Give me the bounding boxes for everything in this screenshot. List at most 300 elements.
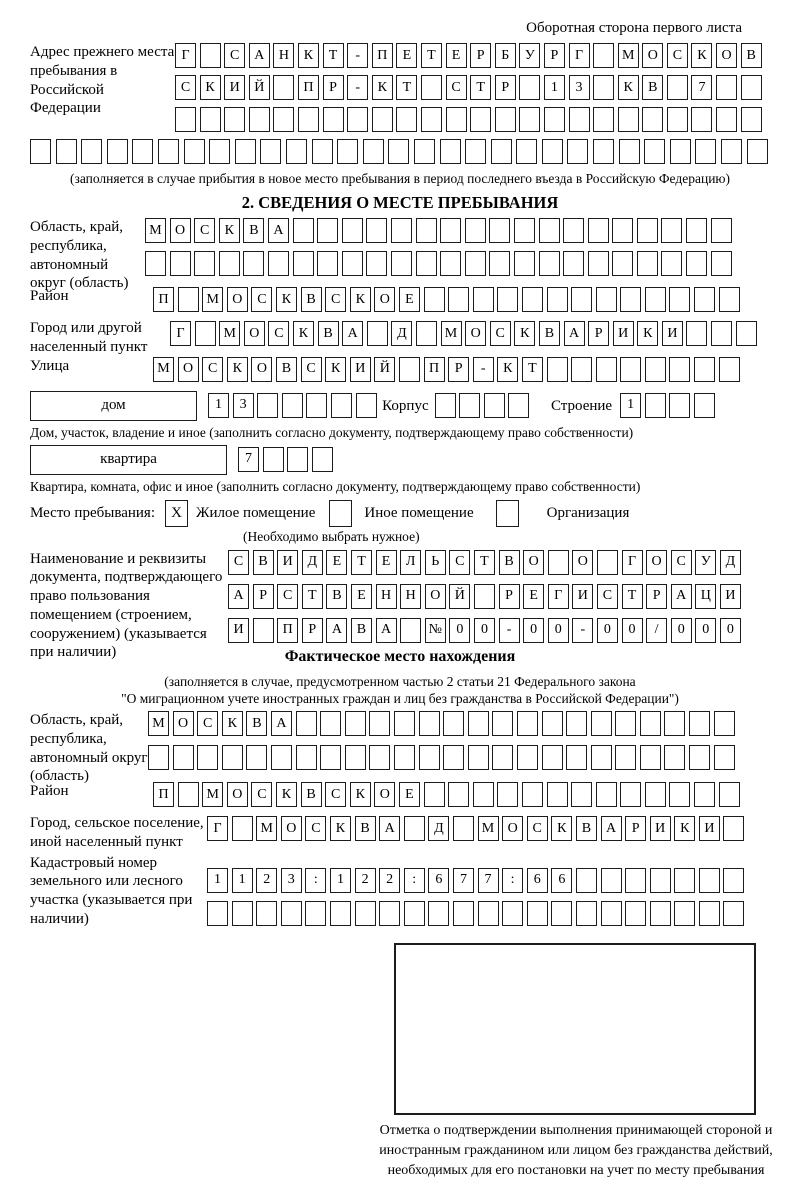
char-cell[interactable] xyxy=(367,321,388,346)
char-cell[interactable] xyxy=(391,251,412,276)
char-cell[interactable] xyxy=(508,393,529,418)
char-cell[interactable] xyxy=(711,218,732,243)
char-cell[interactable] xyxy=(396,107,417,132)
char-cell[interactable] xyxy=(615,745,636,770)
char-cell[interactable]: И xyxy=(224,75,245,100)
char-cell[interactable]: 1 xyxy=(544,75,565,100)
char-cell[interactable] xyxy=(714,745,735,770)
char-cell[interactable]: В xyxy=(243,218,264,243)
char-cell[interactable] xyxy=(669,357,690,382)
char-cell[interactable] xyxy=(132,139,153,164)
char-cell[interactable]: Г xyxy=(569,43,590,68)
char-cell[interactable] xyxy=(391,218,412,243)
char-cell[interactable] xyxy=(158,139,179,164)
char-cell[interactable]: О xyxy=(251,357,272,382)
char-cell[interactable] xyxy=(542,711,563,736)
char-cell[interactable]: М xyxy=(478,816,499,841)
char-cell[interactable] xyxy=(645,357,666,382)
char-cell[interactable] xyxy=(576,901,597,926)
char-cell[interactable] xyxy=(723,816,744,841)
char-cell[interactable]: О xyxy=(716,43,737,68)
char-cell[interactable] xyxy=(661,251,682,276)
char-cell[interactable] xyxy=(542,745,563,770)
char-cell[interactable] xyxy=(669,782,690,807)
char-cell[interactable] xyxy=(492,745,513,770)
char-cell[interactable]: К xyxy=(330,816,351,841)
char-cell[interactable] xyxy=(517,745,538,770)
char-cell[interactable] xyxy=(723,868,744,893)
char-cell[interactable] xyxy=(625,868,646,893)
char-cell[interactable]: А xyxy=(342,321,363,346)
char-cell[interactable]: 3 xyxy=(233,393,254,418)
char-cell[interactable]: М xyxy=(441,321,462,346)
char-cell[interactable] xyxy=(416,251,437,276)
char-cell[interactable] xyxy=(419,745,440,770)
char-cell[interactable] xyxy=(440,218,461,243)
char-cell[interactable] xyxy=(470,107,491,132)
char-cell[interactable] xyxy=(209,139,230,164)
char-cell[interactable] xyxy=(694,393,715,418)
char-cell[interactable] xyxy=(222,745,243,770)
char-cell[interactable] xyxy=(514,251,535,276)
char-cell[interactable] xyxy=(669,393,690,418)
char-cell[interactable]: Г xyxy=(548,584,569,609)
char-cell[interactable]: С xyxy=(175,75,196,100)
char-cell[interactable]: 6 xyxy=(527,868,548,893)
char-cell[interactable]: И xyxy=(228,618,249,643)
char-cell[interactable]: Д xyxy=(720,550,741,575)
char-cell[interactable] xyxy=(468,745,489,770)
char-cell[interactable]: О xyxy=(227,782,248,807)
char-cell[interactable]: Ц xyxy=(695,584,716,609)
char-cell[interactable] xyxy=(516,139,537,164)
char-cell[interactable] xyxy=(664,711,685,736)
char-cell[interactable] xyxy=(527,901,548,926)
char-cell[interactable]: К xyxy=(618,75,639,100)
char-cell[interactable]: К xyxy=(674,816,695,841)
char-cell[interactable] xyxy=(342,218,363,243)
char-cell[interactable]: С xyxy=(446,75,467,100)
char-cell[interactable]: 0 xyxy=(695,618,716,643)
char-cell[interactable] xyxy=(287,447,308,472)
char-cell[interactable]: В xyxy=(301,287,322,312)
char-cell[interactable]: П xyxy=(277,618,298,643)
char-cell[interactable]: В xyxy=(351,618,372,643)
char-cell[interactable] xyxy=(243,251,264,276)
char-cell[interactable] xyxy=(645,782,666,807)
char-cell[interactable]: В xyxy=(576,816,597,841)
char-cell[interactable] xyxy=(293,218,314,243)
char-cell[interactable]: О xyxy=(170,218,191,243)
char-cell[interactable] xyxy=(596,287,617,312)
char-cell[interactable]: А xyxy=(671,584,692,609)
char-cell[interactable]: В xyxy=(318,321,339,346)
char-cell[interactable] xyxy=(200,43,221,68)
char-cell[interactable] xyxy=(601,901,622,926)
char-cell[interactable] xyxy=(459,393,480,418)
char-cell[interactable]: 1 xyxy=(208,393,229,418)
char-cell[interactable] xyxy=(296,711,317,736)
char-cell[interactable] xyxy=(337,139,358,164)
char-cell[interactable] xyxy=(428,901,449,926)
char-cell[interactable]: В xyxy=(642,75,663,100)
char-cell[interactable]: К xyxy=(514,321,535,346)
char-cell[interactable] xyxy=(571,782,592,807)
char-cell[interactable]: В xyxy=(499,550,520,575)
char-cell[interactable] xyxy=(711,251,732,276)
char-cell[interactable]: С xyxy=(305,816,326,841)
char-cell[interactable] xyxy=(547,357,568,382)
char-cell[interactable] xyxy=(689,745,710,770)
char-cell[interactable]: И xyxy=(277,550,298,575)
char-cell[interactable] xyxy=(178,782,199,807)
char-cell[interactable] xyxy=(591,711,612,736)
char-cell[interactable]: К xyxy=(293,321,314,346)
char-cell[interactable] xyxy=(576,868,597,893)
char-cell[interactable] xyxy=(741,75,762,100)
char-cell[interactable] xyxy=(404,901,425,926)
char-cell[interactable] xyxy=(453,816,474,841)
char-cell[interactable]: С xyxy=(667,43,688,68)
char-cell[interactable] xyxy=(419,711,440,736)
char-cell[interactable]: 2 xyxy=(379,868,400,893)
char-cell[interactable] xyxy=(372,107,393,132)
char-cell[interactable] xyxy=(495,107,516,132)
char-cell[interactable] xyxy=(399,357,420,382)
char-cell[interactable] xyxy=(497,782,518,807)
char-cell[interactable]: О xyxy=(572,550,593,575)
char-cell[interactable]: П xyxy=(372,43,393,68)
char-cell[interactable]: К xyxy=(298,43,319,68)
char-cell[interactable] xyxy=(443,745,464,770)
char-cell[interactable]: Р xyxy=(253,584,274,609)
char-cell[interactable]: Р xyxy=(448,357,469,382)
char-cell[interactable]: Н xyxy=(400,584,421,609)
char-cell[interactable] xyxy=(320,711,341,736)
char-cell[interactable]: Г xyxy=(170,321,191,346)
char-cell[interactable] xyxy=(468,711,489,736)
char-cell[interactable] xyxy=(593,75,614,100)
char-cell[interactable]: С xyxy=(268,321,289,346)
char-cell[interactable] xyxy=(620,357,641,382)
char-cell[interactable]: В xyxy=(301,782,322,807)
char-cell[interactable] xyxy=(175,107,196,132)
char-cell[interactable] xyxy=(551,901,572,926)
stay-type-checkbox-organization[interactable] xyxy=(496,500,519,527)
char-cell[interactable] xyxy=(296,745,317,770)
char-cell[interactable] xyxy=(394,745,415,770)
char-cell[interactable]: 7 xyxy=(453,868,474,893)
char-cell[interactable] xyxy=(714,711,735,736)
char-cell[interactable]: А xyxy=(228,584,249,609)
char-cell[interactable] xyxy=(232,901,253,926)
char-cell[interactable] xyxy=(478,901,499,926)
char-cell[interactable] xyxy=(517,711,538,736)
apartment-row[interactable] xyxy=(238,447,336,472)
char-cell[interactable] xyxy=(312,139,333,164)
char-cell[interactable] xyxy=(566,711,587,736)
char-cell[interactable]: Т xyxy=(474,550,495,575)
char-cell[interactable] xyxy=(273,107,294,132)
char-cell[interactable] xyxy=(522,782,543,807)
char-cell[interactable] xyxy=(612,218,633,243)
char-cell[interactable]: Н xyxy=(376,584,397,609)
char-cell[interactable] xyxy=(424,782,445,807)
char-cell[interactable]: К xyxy=(200,75,221,100)
char-cell[interactable] xyxy=(394,711,415,736)
char-cell[interactable]: Т xyxy=(396,75,417,100)
char-cell[interactable]: О xyxy=(642,43,663,68)
char-cell[interactable]: Г xyxy=(207,816,228,841)
char-cell[interactable]: О xyxy=(178,357,199,382)
char-cell[interactable]: Р xyxy=(499,584,520,609)
char-cell[interactable]: К xyxy=(497,357,518,382)
char-cell[interactable]: А xyxy=(376,618,397,643)
char-cell[interactable] xyxy=(597,550,618,575)
char-cell[interactable] xyxy=(615,711,636,736)
char-cell[interactable] xyxy=(491,139,512,164)
char-cell[interactable]: 0 xyxy=(720,618,741,643)
char-cell[interactable] xyxy=(569,107,590,132)
char-cell[interactable]: К xyxy=(219,218,240,243)
char-cell[interactable]: К xyxy=(276,782,297,807)
char-cell[interactable]: А xyxy=(249,43,270,68)
char-cell[interactable] xyxy=(369,745,390,770)
char-cell[interactable] xyxy=(246,745,267,770)
char-cell[interactable]: 2 xyxy=(355,868,376,893)
char-cell[interactable]: П xyxy=(298,75,319,100)
char-cell[interactable] xyxy=(400,618,421,643)
char-cell[interactable] xyxy=(640,745,661,770)
char-cell[interactable] xyxy=(588,218,609,243)
char-cell[interactable] xyxy=(421,75,442,100)
char-cell[interactable]: Е xyxy=(396,43,417,68)
char-cell[interactable] xyxy=(366,218,387,243)
char-cell[interactable]: - xyxy=(347,43,368,68)
char-cell[interactable]: У xyxy=(519,43,540,68)
char-cell[interactable]: В xyxy=(326,584,347,609)
char-cell[interactable]: Т xyxy=(470,75,491,100)
char-cell[interactable]: : xyxy=(404,868,425,893)
char-cell[interactable]: О xyxy=(227,287,248,312)
char-cell[interactable] xyxy=(448,287,469,312)
char-cell[interactable] xyxy=(716,107,737,132)
char-cell[interactable]: П xyxy=(153,287,174,312)
char-cell[interactable]: С xyxy=(325,782,346,807)
char-cell[interactable] xyxy=(716,75,737,100)
char-cell[interactable]: Т xyxy=(323,43,344,68)
char-cell[interactable]: С xyxy=(301,357,322,382)
char-cell[interactable] xyxy=(345,745,366,770)
char-cell[interactable]: - xyxy=(572,618,593,643)
char-cell[interactable] xyxy=(298,107,319,132)
char-cell[interactable] xyxy=(544,107,565,132)
char-cell[interactable]: Е xyxy=(376,550,397,575)
char-cell[interactable]: 0 xyxy=(622,618,643,643)
char-cell[interactable]: О xyxy=(374,287,395,312)
char-cell[interactable] xyxy=(596,782,617,807)
char-cell[interactable] xyxy=(355,901,376,926)
char-cell[interactable]: Р xyxy=(323,75,344,100)
char-cell[interactable]: Д xyxy=(391,321,412,346)
char-cell[interactable] xyxy=(593,43,614,68)
char-cell[interactable] xyxy=(342,251,363,276)
char-cell[interactable] xyxy=(711,321,732,346)
char-cell[interactable] xyxy=(686,251,707,276)
char-cell[interactable] xyxy=(691,107,712,132)
char-cell[interactable] xyxy=(465,251,486,276)
char-cell[interactable] xyxy=(571,357,592,382)
char-cell[interactable] xyxy=(686,218,707,243)
char-cell[interactable] xyxy=(330,901,351,926)
char-cell[interactable]: 1 xyxy=(330,868,351,893)
char-cell[interactable] xyxy=(539,218,560,243)
char-cell[interactable] xyxy=(443,711,464,736)
char-cell[interactable] xyxy=(612,251,633,276)
char-cell[interactable]: Ь xyxy=(425,550,446,575)
char-cell[interactable]: 2 xyxy=(256,868,277,893)
char-cell[interactable] xyxy=(588,251,609,276)
char-cell[interactable]: С xyxy=(251,287,272,312)
char-cell[interactable] xyxy=(489,251,510,276)
char-cell[interactable] xyxy=(173,745,194,770)
stroenie-row[interactable] xyxy=(620,393,718,418)
char-cell[interactable] xyxy=(601,868,622,893)
char-cell[interactable]: Е xyxy=(399,287,420,312)
char-cell[interactable] xyxy=(650,868,671,893)
char-cell[interactable] xyxy=(497,287,518,312)
char-cell[interactable]: Г xyxy=(175,43,196,68)
char-cell[interactable] xyxy=(293,251,314,276)
char-cell[interactable]: Е xyxy=(399,782,420,807)
char-cell[interactable]: 0 xyxy=(474,618,495,643)
char-cell[interactable] xyxy=(618,107,639,132)
char-cell[interactable]: И xyxy=(720,584,741,609)
char-cell[interactable] xyxy=(312,447,333,472)
char-cell[interactable] xyxy=(320,745,341,770)
char-cell[interactable]: В xyxy=(253,550,274,575)
char-cell[interactable] xyxy=(440,139,461,164)
char-cell[interactable]: С xyxy=(449,550,470,575)
char-cell[interactable] xyxy=(640,711,661,736)
char-cell[interactable]: Л xyxy=(400,550,421,575)
char-cell[interactable]: Е xyxy=(446,43,467,68)
char-cell[interactable] xyxy=(306,393,327,418)
char-cell[interactable] xyxy=(502,901,523,926)
char-cell[interactable] xyxy=(484,393,505,418)
char-cell[interactable] xyxy=(694,357,715,382)
char-cell[interactable]: К xyxy=(325,357,346,382)
char-cell[interactable] xyxy=(224,107,245,132)
char-cell[interactable] xyxy=(416,321,437,346)
char-cell[interactable]: А xyxy=(564,321,585,346)
char-cell[interactable]: А xyxy=(379,816,400,841)
char-cell[interactable] xyxy=(440,251,461,276)
char-cell[interactable] xyxy=(448,782,469,807)
char-cell[interactable] xyxy=(747,139,768,164)
char-cell[interactable]: У xyxy=(695,550,716,575)
char-cell[interactable]: - xyxy=(473,357,494,382)
char-cell[interactable]: И xyxy=(662,321,683,346)
char-cell[interactable] xyxy=(286,139,307,164)
char-cell[interactable]: Е xyxy=(523,584,544,609)
char-cell[interactable]: Й xyxy=(449,584,470,609)
char-cell[interactable] xyxy=(465,218,486,243)
char-cell[interactable]: Р xyxy=(588,321,609,346)
char-cell[interactable]: Т xyxy=(522,357,543,382)
char-cell[interactable]: 7 xyxy=(238,447,259,472)
char-cell[interactable] xyxy=(644,139,665,164)
char-cell[interactable]: С xyxy=(228,550,249,575)
char-cell[interactable] xyxy=(674,868,695,893)
char-cell[interactable]: № xyxy=(425,618,446,643)
char-cell[interactable]: С xyxy=(251,782,272,807)
char-cell[interactable] xyxy=(184,139,205,164)
char-cell[interactable]: С xyxy=(277,584,298,609)
char-cell[interactable] xyxy=(317,218,338,243)
char-cell[interactable]: : xyxy=(502,868,523,893)
char-cell[interactable]: Т xyxy=(302,584,323,609)
char-cell[interactable] xyxy=(263,447,284,472)
char-cell[interactable]: О xyxy=(425,584,446,609)
char-cell[interactable]: 0 xyxy=(548,618,569,643)
char-cell[interactable] xyxy=(219,251,240,276)
char-cell[interactable]: Д xyxy=(428,816,449,841)
char-cell[interactable] xyxy=(736,321,757,346)
stay-type-checkbox-other[interactable] xyxy=(329,500,352,527)
char-cell[interactable] xyxy=(645,287,666,312)
char-cell[interactable] xyxy=(345,711,366,736)
char-cell[interactable]: И xyxy=(699,816,720,841)
char-cell[interactable] xyxy=(388,139,409,164)
char-cell[interactable]: А xyxy=(268,218,289,243)
char-cell[interactable]: : xyxy=(305,868,326,893)
char-cell[interactable]: 7 xyxy=(478,868,499,893)
char-cell[interactable] xyxy=(489,218,510,243)
char-cell[interactable]: Т xyxy=(622,584,643,609)
char-cell[interactable]: С xyxy=(224,43,245,68)
char-cell[interactable]: К xyxy=(227,357,248,382)
char-cell[interactable]: М xyxy=(219,321,240,346)
char-cell[interactable] xyxy=(194,251,215,276)
char-cell[interactable] xyxy=(256,901,277,926)
char-cell[interactable]: С xyxy=(671,550,692,575)
char-cell[interactable]: Й xyxy=(249,75,270,100)
char-cell[interactable] xyxy=(620,782,641,807)
char-cell[interactable] xyxy=(257,393,278,418)
char-cell[interactable]: С xyxy=(490,321,511,346)
char-cell[interactable] xyxy=(670,139,691,164)
char-cell[interactable]: Р xyxy=(646,584,667,609)
char-cell[interactable] xyxy=(268,251,289,276)
char-cell[interactable] xyxy=(473,287,494,312)
char-cell[interactable]: 1 xyxy=(232,868,253,893)
char-cell[interactable]: О xyxy=(502,816,523,841)
char-cell[interactable]: С xyxy=(202,357,223,382)
char-cell[interactable] xyxy=(674,901,695,926)
char-cell[interactable]: О xyxy=(374,782,395,807)
char-cell[interactable] xyxy=(571,287,592,312)
char-cell[interactable]: Р xyxy=(544,43,565,68)
char-cell[interactable]: С xyxy=(194,218,215,243)
char-cell[interactable]: Й xyxy=(374,357,395,382)
char-cell[interactable]: К xyxy=(637,321,658,346)
char-cell[interactable] xyxy=(207,901,228,926)
char-cell[interactable]: А xyxy=(326,618,347,643)
char-cell[interactable] xyxy=(473,782,494,807)
char-cell[interactable]: П xyxy=(424,357,445,382)
char-cell[interactable]: А xyxy=(601,816,622,841)
